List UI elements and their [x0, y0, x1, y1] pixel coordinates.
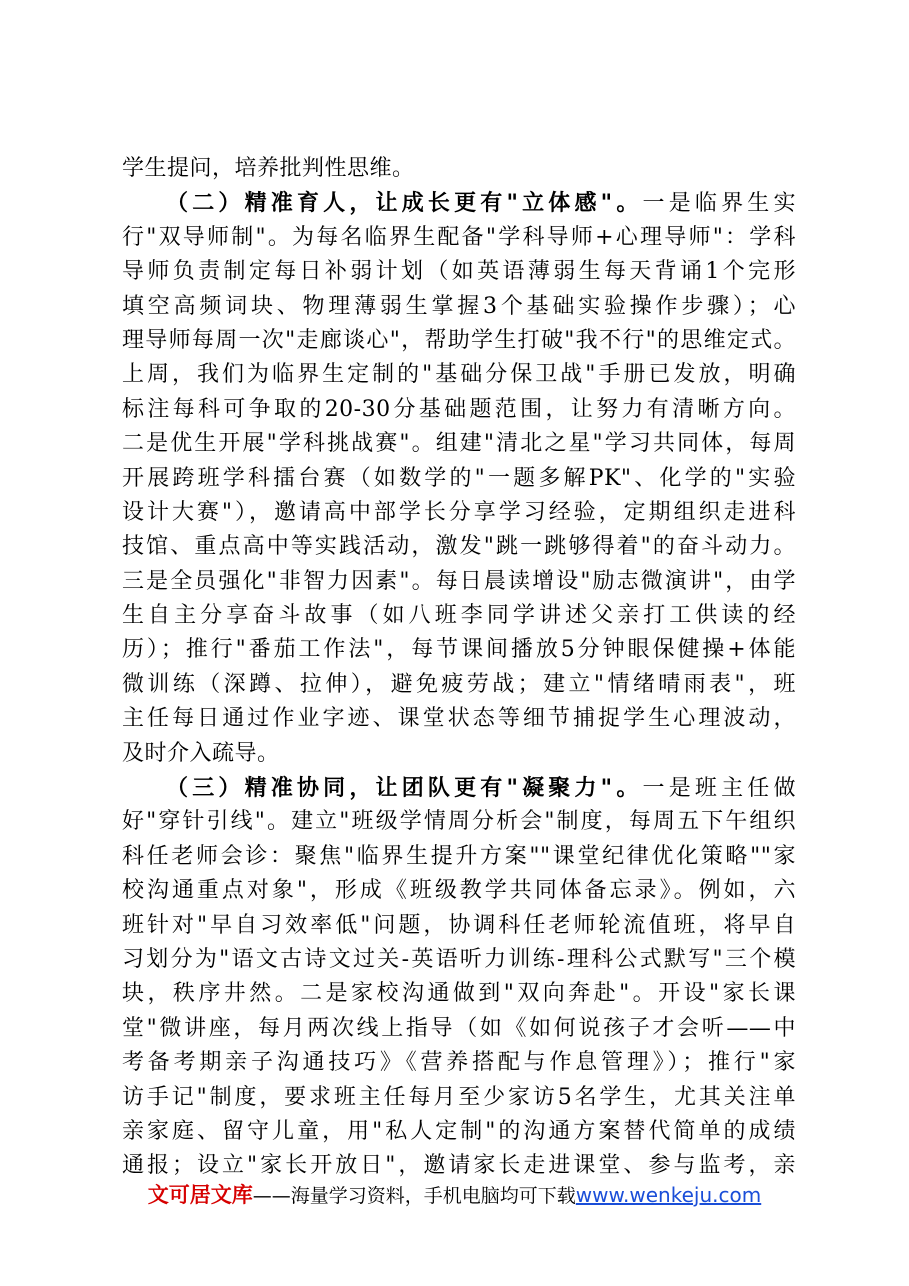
line-text: 二是优生开展"学科挑战赛"。组建"清北之星"学习共同体，每周 [122, 431, 796, 457]
text-line [122, 427, 796, 461]
line-text: 上周，我们为临界生定制的"基础分保卫战"手册已发放，明确 [122, 362, 796, 388]
line-text: 堂"微讲座，每月两次线上指导（如《如何说孩子才会听——中 [122, 1015, 796, 1041]
section-heading: （二）精准育人，让成长更有"立体感"。 [166, 190, 643, 217]
line-text: 块，秩序井然。二是家校沟通做到"双向奔赴"。开设"家长课 [122, 981, 796, 1007]
line-text: 技馆、重点高中等实践活动，激发"跳一跳够得着"的奋斗动力。 [122, 534, 796, 560]
text-line [122, 565, 796, 599]
text-line [122, 255, 796, 289]
text-line [122, 358, 796, 392]
text-line [122, 633, 796, 667]
line-text: 标注每科可争取的20-30分基础题范围，让努力有清晰方向。 [122, 396, 796, 422]
text-line [122, 462, 796, 496]
text-line [122, 599, 796, 633]
text-line [122, 909, 796, 943]
line-text: 通报；设立"家长开放日"，邀请家长走进课堂、参与监考，亲 [122, 1153, 796, 1179]
text-line [122, 1149, 796, 1183]
line-text: 开展跨班学科擂台赛（如数学的"一题多解PK"、化学的"实验 [122, 465, 796, 491]
line-text: 访手记"制度，要求班主任每月至少家访5名学生，尤其关注单 [122, 1084, 796, 1110]
text-line [122, 221, 796, 255]
text-line [122, 393, 796, 427]
text-line [122, 1081, 796, 1115]
line-text: 科任老师会诊：聚焦"临界生提升方案""课堂纪律优化策略""家 [122, 843, 796, 869]
document-body [122, 152, 796, 1184]
line-text: 填空高频词块、物理薄弱生掌握3个基础实验操作步骤）；心 [122, 293, 796, 319]
line-text: 一是班主任做 [642, 776, 796, 802]
text-line [122, 874, 796, 908]
line-text: 亲家庭、留守儿童，用"私人定制"的沟通方案替代简单的成绩 [122, 1118, 796, 1144]
footer-slogan: ——海量学习资料，手机电脑均可下载 [252, 1185, 576, 1207]
footer-site-link[interactable]: www.wenkeju.com [575, 1183, 762, 1207]
line-text: 学生提问，培养批判性思维。 [122, 156, 415, 181]
footer-banner [0, 1180, 909, 1211]
line-text: 考备考期亲子沟通技巧》《营养搭配与作息管理》）；推行"家 [122, 1050, 796, 1076]
line-text: 设计大赛"），邀请高中部学长分享学习经验，定期组织走进科 [122, 499, 796, 525]
text-line [122, 186, 796, 220]
text-line [122, 1012, 796, 1046]
text-line [122, 702, 796, 736]
text-line [122, 771, 796, 805]
line-text: 三是全员强化"非智力因素"。每日晨读增设"励志微演讲"，由学 [122, 568, 796, 594]
line-text: 班针对"早自习效率低"问题，协调科任老师轮流值班，将早自 [122, 912, 796, 938]
section-heading: （三）精准协同，让团队更有"凝聚力"。 [166, 775, 643, 802]
line-text: 好"穿针引线"。建立"班级学情周分析会"制度，每周五下午组织 [122, 809, 796, 835]
line-text: 理导师每周一次"走廊谈心"，帮助学生打破"我不行"的思维定式。 [122, 327, 796, 353]
text-line [122, 496, 796, 530]
text-line [122, 1046, 796, 1080]
line-text: 历）；推行"番茄工作法"，每节课间播放5分钟眼保健操+体能 [122, 637, 796, 663]
text-line [122, 977, 796, 1011]
text-line [122, 1115, 796, 1149]
text-line [122, 668, 796, 702]
text-line [122, 530, 796, 564]
footer-brand: 文可居文库 [147, 1183, 253, 1207]
line-text: 一是临界生实 [642, 191, 796, 217]
text-line [122, 805, 796, 839]
line-text: 导师负责制定每日补弱计划（如英语薄弱生每天背诵1个完形 [122, 259, 796, 285]
line-text: 及时介入疏导。 [122, 740, 280, 766]
text-line [122, 737, 796, 771]
line-text: 校沟通重点对象"，形成《班级教学共同体备忘录》。例如，六 [122, 878, 796, 904]
line-text: 行"双导师制"。为每名临界生配备"学科导师+心理导师"：学科 [122, 224, 796, 250]
line-text: 习划分为"语文古诗文过关-英语听力训练-理科公式默写"三个模 [122, 946, 796, 972]
text-line [122, 290, 796, 324]
line-text: 主任每日通过作业字迹、课堂状态等细节捕捉学生心理波动， [122, 706, 796, 732]
line-text: 生自主分享奋斗故事（如八班李同学讲述父亲打工供读的经 [122, 603, 796, 629]
line-text: 微训练（深蹲、拉伸），避免疲劳战；建立"情绪晴雨表"，班 [122, 671, 796, 697]
text-line [122, 152, 796, 186]
text-line [122, 840, 796, 874]
text-line [122, 324, 796, 358]
text-line [122, 943, 796, 977]
